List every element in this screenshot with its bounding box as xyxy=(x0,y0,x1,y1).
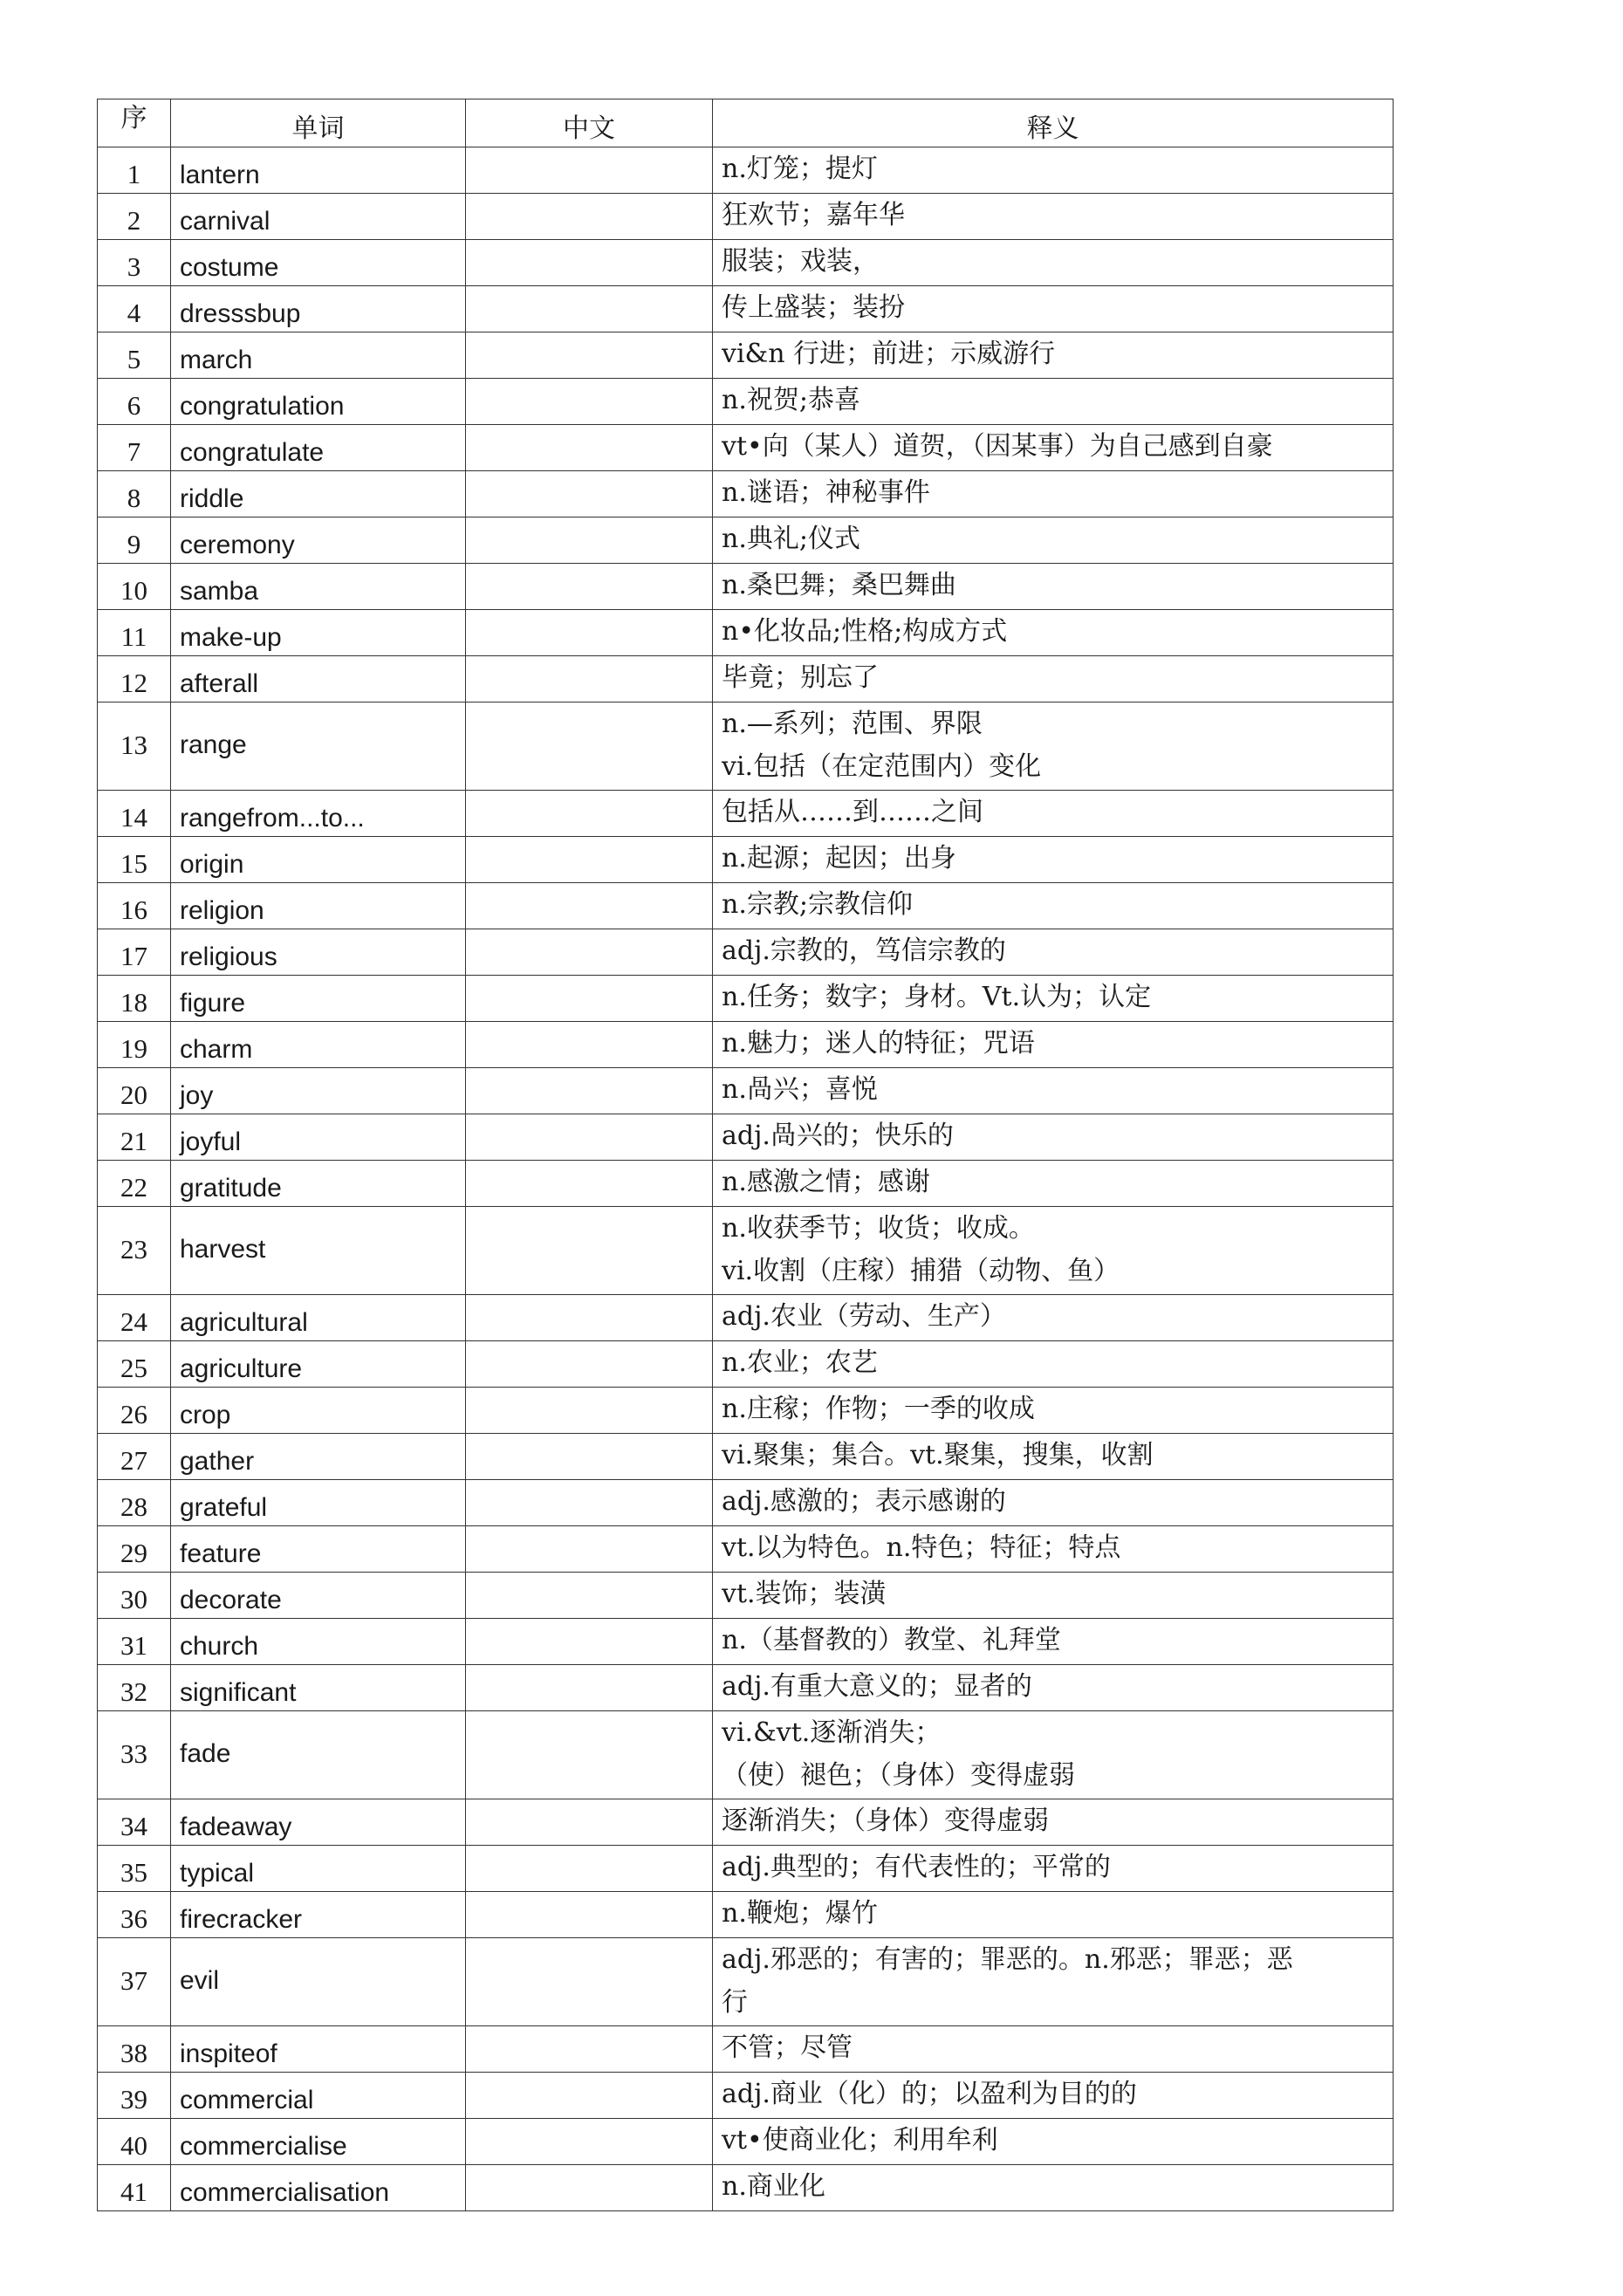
row-number: 33 xyxy=(98,1711,171,1799)
row-number: 16 xyxy=(98,883,171,929)
row-definition xyxy=(713,2026,1394,2073)
row-chinese xyxy=(466,332,713,379)
row-chinese xyxy=(466,1114,713,1161)
definition-line: vt.以为特色。n.特色；特征；特点 xyxy=(722,1532,1121,1563)
definition-line: n.（基督教的）教堂、礼拜堂 xyxy=(722,1625,1061,1655)
definition-line: 服装；戏装， xyxy=(722,246,879,277)
row-word: carnival xyxy=(171,194,466,240)
row-definition xyxy=(713,883,1394,929)
row-definition xyxy=(713,1711,1394,1799)
definition-line: vt•向（某人）道贺，（因某事）为自己感到自豪 xyxy=(722,431,1273,462)
row-number: 14 xyxy=(98,791,171,837)
table-row xyxy=(98,379,1394,425)
definition-line: n.灯笼；提灯 xyxy=(722,154,878,184)
row-word: march xyxy=(171,332,466,379)
row-number: 29 xyxy=(98,1526,171,1573)
row-word: figure xyxy=(171,976,466,1022)
row-definition xyxy=(713,1434,1394,1480)
row-chinese xyxy=(466,194,713,240)
row-chinese xyxy=(466,425,713,471)
row-definition xyxy=(713,286,1394,332)
definition-line: 逐渐消失；（身体）变得虚弱 xyxy=(722,1806,1049,1836)
table-row xyxy=(98,2073,1394,2119)
row-word: grateful xyxy=(171,1480,466,1526)
table-row xyxy=(98,976,1394,1022)
row-definition xyxy=(713,379,1394,425)
row-word: fade xyxy=(171,1711,466,1799)
table-row xyxy=(98,471,1394,517)
table-header-row xyxy=(98,99,1394,147)
row-definition xyxy=(713,2165,1394,2211)
table-row xyxy=(98,1892,1394,1938)
table-row xyxy=(98,2026,1394,2073)
table-row xyxy=(98,194,1394,240)
row-word: costume xyxy=(171,240,466,286)
row-word: commercialisation xyxy=(171,2165,466,2211)
definition-line: n.鞭炮；爆竹 xyxy=(722,1898,878,1929)
row-number: 37 xyxy=(98,1938,171,2026)
row-chinese xyxy=(466,1161,713,1207)
row-chinese xyxy=(466,1022,713,1068)
table-row xyxy=(98,286,1394,332)
row-word: crop xyxy=(171,1388,466,1434)
row-definition xyxy=(713,564,1394,610)
table-row xyxy=(98,1573,1394,1619)
row-chinese xyxy=(466,240,713,286)
table-row xyxy=(98,517,1394,564)
row-number: 41 xyxy=(98,2165,171,2211)
definition-line: n.起源；起因；出身 xyxy=(722,843,956,874)
row-definition xyxy=(713,703,1394,791)
definition-line: adj.有重大意义的；显者的 xyxy=(722,1671,1032,1702)
row-chinese xyxy=(466,2165,713,2211)
row-chinese xyxy=(466,837,713,883)
row-chinese xyxy=(466,1711,713,1799)
table-row xyxy=(98,2165,1394,2211)
row-definition xyxy=(713,837,1394,883)
table-row xyxy=(98,656,1394,703)
row-definition xyxy=(713,1114,1394,1161)
row-number: 6 xyxy=(98,379,171,425)
row-chinese xyxy=(466,883,713,929)
row-word: evil xyxy=(171,1938,466,2026)
row-word: decorate xyxy=(171,1573,466,1619)
definition-line: 传上盛装；装扮 xyxy=(722,292,905,323)
row-definition xyxy=(713,1341,1394,1388)
row-word: religious xyxy=(171,929,466,976)
header-number: 序 xyxy=(98,99,171,147)
row-chinese xyxy=(466,1434,713,1480)
row-number: 39 xyxy=(98,2073,171,2119)
row-number: 31 xyxy=(98,1619,171,1665)
row-chinese xyxy=(466,471,713,517)
table-row xyxy=(98,1207,1394,1295)
row-number: 36 xyxy=(98,1892,171,1938)
row-number: 32 xyxy=(98,1665,171,1711)
row-definition xyxy=(713,147,1394,194)
table-row xyxy=(98,1665,1394,1711)
row-chinese xyxy=(466,1892,713,1938)
definition-line: 毕竟；别忘了 xyxy=(722,662,879,693)
row-chinese xyxy=(466,517,713,564)
row-chinese xyxy=(466,1480,713,1526)
row-word: feature xyxy=(171,1526,466,1573)
row-word: range xyxy=(171,703,466,791)
row-chinese xyxy=(466,1938,713,2026)
row-number: 23 xyxy=(98,1207,171,1295)
row-definition xyxy=(713,1938,1394,2026)
table-body xyxy=(98,147,1394,2211)
definition-line: adj.感激的；表示感谢的 xyxy=(722,1486,1006,1517)
table-row xyxy=(98,1938,1394,2026)
row-definition xyxy=(713,1022,1394,1068)
table-row xyxy=(98,1022,1394,1068)
table-row xyxy=(98,332,1394,379)
table-row xyxy=(98,883,1394,929)
row-word: dresssbup xyxy=(171,286,466,332)
row-number: 20 xyxy=(98,1068,171,1114)
row-number: 10 xyxy=(98,564,171,610)
definition-line: n.任务；数字；身材。Vt.认为；认定 xyxy=(722,982,1152,1012)
row-definition xyxy=(713,1161,1394,1207)
row-word: typical xyxy=(171,1846,466,1892)
row-chinese xyxy=(466,1207,713,1295)
row-word: charm xyxy=(171,1022,466,1068)
row-word: inspiteof xyxy=(171,2026,466,2073)
table-row xyxy=(98,425,1394,471)
row-word: commercialise xyxy=(171,2119,466,2165)
row-number: 7 xyxy=(98,425,171,471)
table-row xyxy=(98,1161,1394,1207)
row-chinese xyxy=(466,2119,713,2165)
definition-line: adj.咼兴的；快乐的 xyxy=(722,1121,954,1151)
definition-line: n.谜语；神秘事件 xyxy=(722,477,930,508)
vocabulary-table xyxy=(97,99,1394,2211)
row-chinese xyxy=(466,1341,713,1388)
row-definition xyxy=(713,471,1394,517)
row-chinese xyxy=(466,147,713,194)
row-chinese xyxy=(466,2026,713,2073)
row-definition xyxy=(713,791,1394,837)
definition-line: （使）褪色；（身体）变得虚弱 xyxy=(722,1760,1075,1791)
row-chinese xyxy=(466,1846,713,1892)
table-row xyxy=(98,1799,1394,1846)
definition-line: n.农业；农艺 xyxy=(722,1347,878,1378)
table-row xyxy=(98,1068,1394,1114)
definition-line: 不管；尽管 xyxy=(722,2032,853,2063)
row-word: congratulation xyxy=(171,379,466,425)
definition-line: adj.宗教的，笃信宗教的 xyxy=(722,936,1006,966)
row-word: church xyxy=(171,1619,466,1665)
table-row xyxy=(98,1434,1394,1480)
definition-line: adj.商业（化）的；以盈利为目的的 xyxy=(722,2079,1137,2109)
table-row xyxy=(98,1295,1394,1341)
row-chinese xyxy=(466,1619,713,1665)
row-chinese xyxy=(466,1388,713,1434)
row-word: congratulate xyxy=(171,425,466,471)
row-definition xyxy=(713,656,1394,703)
row-number: 19 xyxy=(98,1022,171,1068)
row-definition xyxy=(713,240,1394,286)
row-chinese xyxy=(466,929,713,976)
row-chinese xyxy=(466,976,713,1022)
definition-line: 狂欢节；嘉年华 xyxy=(722,200,905,230)
row-number: 3 xyxy=(98,240,171,286)
row-chinese xyxy=(466,564,713,610)
row-number: 24 xyxy=(98,1295,171,1341)
row-chinese xyxy=(466,1068,713,1114)
row-number: 27 xyxy=(98,1434,171,1480)
row-definition xyxy=(713,1665,1394,1711)
row-chinese xyxy=(466,791,713,837)
table-row xyxy=(98,147,1394,194)
row-word: joy xyxy=(171,1068,466,1114)
row-number: 35 xyxy=(98,1846,171,1892)
row-definition xyxy=(713,1846,1394,1892)
definition-line: vt.装饰；装潢 xyxy=(722,1579,887,1609)
table-row xyxy=(98,1341,1394,1388)
row-number: 5 xyxy=(98,332,171,379)
row-definition xyxy=(713,1295,1394,1341)
row-number: 8 xyxy=(98,471,171,517)
table-row xyxy=(98,240,1394,286)
row-word: rangefrom...to... xyxy=(171,791,466,837)
row-definition xyxy=(713,2119,1394,2165)
row-number: 13 xyxy=(98,703,171,791)
definition-line: n.魅力；迷人的特征；咒语 xyxy=(722,1028,1035,1059)
definition-line: 包括从……到……之间 xyxy=(722,797,983,827)
row-word: commercial xyxy=(171,2073,466,2119)
definition-line: vt•使商业化；利用牟利 xyxy=(722,2125,998,2155)
definition-line: n.桑巴舞；桑巴舞曲 xyxy=(722,570,956,600)
row-chinese xyxy=(466,2073,713,2119)
definition-line: vi.&vt.逐渐消失； xyxy=(722,1717,942,1748)
row-number: 2 xyxy=(98,194,171,240)
row-word: agricultural xyxy=(171,1295,466,1341)
table-row xyxy=(98,610,1394,656)
definition-line: n.感激之情；感谢 xyxy=(722,1167,930,1197)
table-row xyxy=(98,1480,1394,1526)
row-chinese xyxy=(466,703,713,791)
row-word: agriculture xyxy=(171,1341,466,1388)
table-row xyxy=(98,703,1394,791)
row-chinese xyxy=(466,610,713,656)
row-definition xyxy=(713,1480,1394,1526)
definition-line: n.商业化 xyxy=(722,2171,825,2202)
row-chinese xyxy=(466,1665,713,1711)
row-definition xyxy=(713,2073,1394,2119)
row-definition xyxy=(713,1799,1394,1846)
row-chinese xyxy=(466,1799,713,1846)
definition-line: adj.邪恶的；有害的；罪恶的。n.邪恶；罪恶；恶 xyxy=(722,1944,1293,1975)
row-number: 22 xyxy=(98,1161,171,1207)
row-definition xyxy=(713,517,1394,564)
row-word: gather xyxy=(171,1434,466,1480)
row-chinese xyxy=(466,286,713,332)
table-row xyxy=(98,1846,1394,1892)
row-chinese xyxy=(466,656,713,703)
row-definition xyxy=(713,1526,1394,1573)
row-word: joyful xyxy=(171,1114,466,1161)
header-definition: 释义 xyxy=(713,99,1394,147)
row-definition xyxy=(713,1573,1394,1619)
row-word: ceremony xyxy=(171,517,466,564)
row-number: 4 xyxy=(98,286,171,332)
definition-line: n.咼兴；喜悦 xyxy=(722,1074,878,1105)
table-row xyxy=(98,1388,1394,1434)
row-definition xyxy=(713,1068,1394,1114)
definition-line: adj.典型的；有代表性的；平常的 xyxy=(722,1852,1111,1882)
row-chinese xyxy=(466,379,713,425)
row-chinese xyxy=(466,1295,713,1341)
row-chinese xyxy=(466,1526,713,1573)
definition-line: n.典礼;仪式 xyxy=(722,524,860,554)
definition-line: 行 xyxy=(722,1987,748,2018)
table-row xyxy=(98,837,1394,883)
definition-line: n.祝贺;恭喜 xyxy=(722,385,860,415)
table-row xyxy=(98,1711,1394,1799)
row-word: harvest xyxy=(171,1207,466,1295)
row-word: fadeaway xyxy=(171,1799,466,1846)
row-chinese xyxy=(466,1573,713,1619)
definition-line: vi&n 行进；前进；示威游行 xyxy=(722,339,1056,369)
row-word: significant xyxy=(171,1665,466,1711)
row-word: samba xyxy=(171,564,466,610)
row-number: 26 xyxy=(98,1388,171,1434)
row-definition xyxy=(713,929,1394,976)
definition-line: n.宗教;宗教信仰 xyxy=(722,889,913,920)
row-word: religion xyxy=(171,883,466,929)
row-number: 17 xyxy=(98,929,171,976)
row-number: 18 xyxy=(98,976,171,1022)
table-row xyxy=(98,2119,1394,2165)
table-row xyxy=(98,1526,1394,1573)
row-number: 12 xyxy=(98,656,171,703)
table-row xyxy=(98,564,1394,610)
header-chinese: 中文 xyxy=(466,99,713,147)
row-number: 28 xyxy=(98,1480,171,1526)
row-word: firecracker xyxy=(171,1892,466,1938)
header-word: 单词 xyxy=(171,99,466,147)
row-word: afterall xyxy=(171,656,466,703)
table-row xyxy=(98,1114,1394,1161)
row-number: 21 xyxy=(98,1114,171,1161)
row-number: 9 xyxy=(98,517,171,564)
definition-line: n.收获季节；收货；收成。 xyxy=(722,1213,1035,1244)
row-number: 30 xyxy=(98,1573,171,1619)
table-row xyxy=(98,1619,1394,1665)
row-definition xyxy=(713,976,1394,1022)
row-definition xyxy=(713,1207,1394,1295)
row-number: 25 xyxy=(98,1341,171,1388)
definition-line: vi.收割（庄稼）捕猎（动物、鱼） xyxy=(722,1256,1120,1286)
row-definition xyxy=(713,1892,1394,1938)
row-number: 34 xyxy=(98,1799,171,1846)
row-number: 11 xyxy=(98,610,171,656)
definition-line: n.—系列；范围、界限 xyxy=(722,709,983,739)
row-definition xyxy=(713,610,1394,656)
definition-line: vi.包括（在定范围内）变化 xyxy=(722,751,1042,782)
table-row xyxy=(98,791,1394,837)
row-number: 40 xyxy=(98,2119,171,2165)
row-word: lantern xyxy=(171,147,466,194)
row-number: 38 xyxy=(98,2026,171,2073)
row-word: make-up xyxy=(171,610,466,656)
row-word: riddle xyxy=(171,471,466,517)
definition-line: n•化妆品;性格;构成方式 xyxy=(722,616,1008,647)
row-word: gratitude xyxy=(171,1161,466,1207)
definition-line: adj.农业（劳动、生产） xyxy=(722,1301,1006,1332)
row-number: 1 xyxy=(98,147,171,194)
row-number: 15 xyxy=(98,837,171,883)
row-definition xyxy=(713,332,1394,379)
row-definition xyxy=(713,194,1394,240)
row-word: origin xyxy=(171,837,466,883)
row-definition xyxy=(713,1619,1394,1665)
row-definition xyxy=(713,1388,1394,1434)
row-definition xyxy=(713,425,1394,471)
definition-line: n.庄稼；作物；一季的收成 xyxy=(722,1394,1035,1424)
table-row xyxy=(98,929,1394,976)
definition-line: vi.聚集；集合。vt.聚集，搜集，收割 xyxy=(722,1440,1154,1470)
